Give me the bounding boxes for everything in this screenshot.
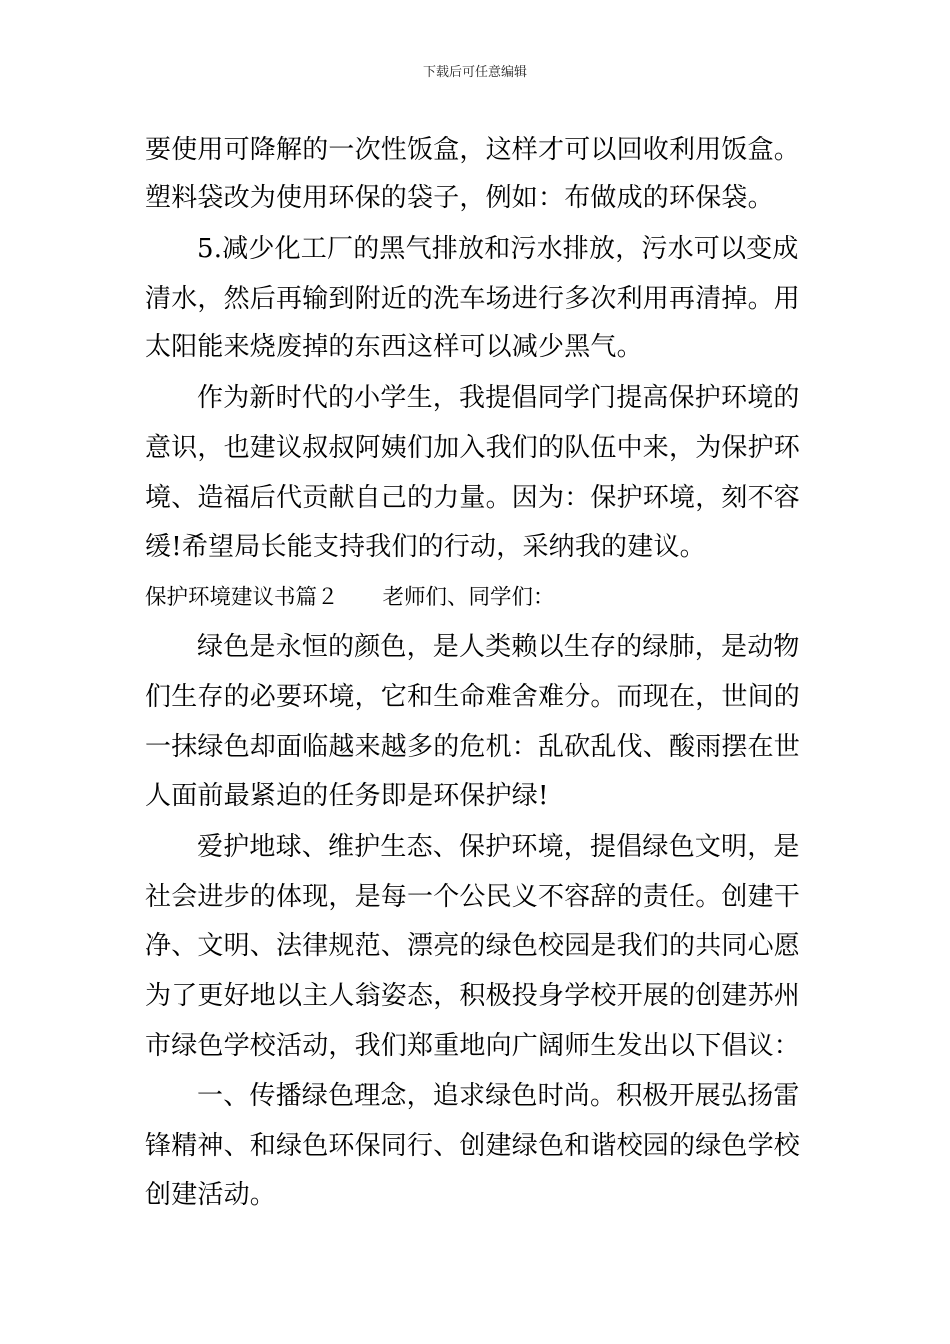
paragraph-line: 意识，也建议叔叔阿姨们加入我们的队伍中来，为保护环 — [145, 433, 801, 463]
paragraph-line: 境、造福后代贡献自己的力量。因为：保护环境，刻不容 — [145, 483, 801, 513]
paragraph-line: 要使用可降解的一次性饭盒，这样才可以回收利用饭盒。 — [145, 135, 801, 165]
paragraph-line: 一抹绿色却面临越来越多的危机：乱砍乱伐、酸雨摆在世 — [145, 732, 801, 762]
section-greeting: 老师们、同学们： — [382, 585, 555, 610]
paragraph-line: 爱护地球、维护生态、保护环境，提倡绿色文明，是 — [197, 832, 800, 862]
paragraph-line: 创建活动。 — [145, 1180, 277, 1210]
section-title: 保护环境建议书篇２ — [145, 585, 339, 610]
page-header: 下载后可任意编辑 — [422, 65, 527, 80]
paragraph-line: 市绿色学校活动，我们郑重地向广阔师生发出以下倡议： — [145, 1031, 801, 1061]
paragraph-line: 5.减少化工厂的黑气排放和污水排放，污水可以变成 — [197, 234, 799, 264]
paragraph-line: 太阳能来烧废掉的东西这样可以减少黑气。 — [145, 332, 643, 362]
paragraph-line: 一、传播绿色理念，追求绿色时尚。积极开展弘扬雷 — [197, 1081, 800, 1111]
paragraph-line: 社会进步的体现，是每一个公民义不容辞的责任。创建干 — [145, 882, 801, 912]
paragraph-line: 为了更好地以主人翁姿态，积极投身学校开展的创建苏州 — [145, 981, 801, 1011]
section-title-line — [145, 583, 555, 613]
paragraph-line: 作为新时代的小学生，我提倡同学门提高保护环境的 — [197, 383, 800, 413]
paragraph-line: 人面前最紧迫的任务即是环保护绿! — [145, 781, 549, 811]
paragraph-line: 塑料袋改为使用环保的袋子，例如：布做成的环保袋。 — [145, 183, 774, 213]
paragraph-line: 清水，然后再输到附近的洗车场进行多次利用再清掉。用 — [145, 284, 801, 314]
paragraph-line: 净、文明、法律规范、漂亮的绿色校园是我们的共同心愿 — [145, 931, 801, 961]
paragraph-line: 缓!希望局长能支持我们的行动，采纳我的建议。 — [145, 532, 706, 562]
paragraph-line: 锋精神、和绿色环保同行、创建绿色和谐校园的绿色学校 — [145, 1131, 801, 1161]
paragraph-line: 们生存的必要环境，它和生命难舍难分。而现在，世间的 — [145, 682, 801, 712]
paragraph-line: 绿色是永恒的颜色，是人类赖以生存的绿肺，是动物 — [197, 632, 800, 662]
